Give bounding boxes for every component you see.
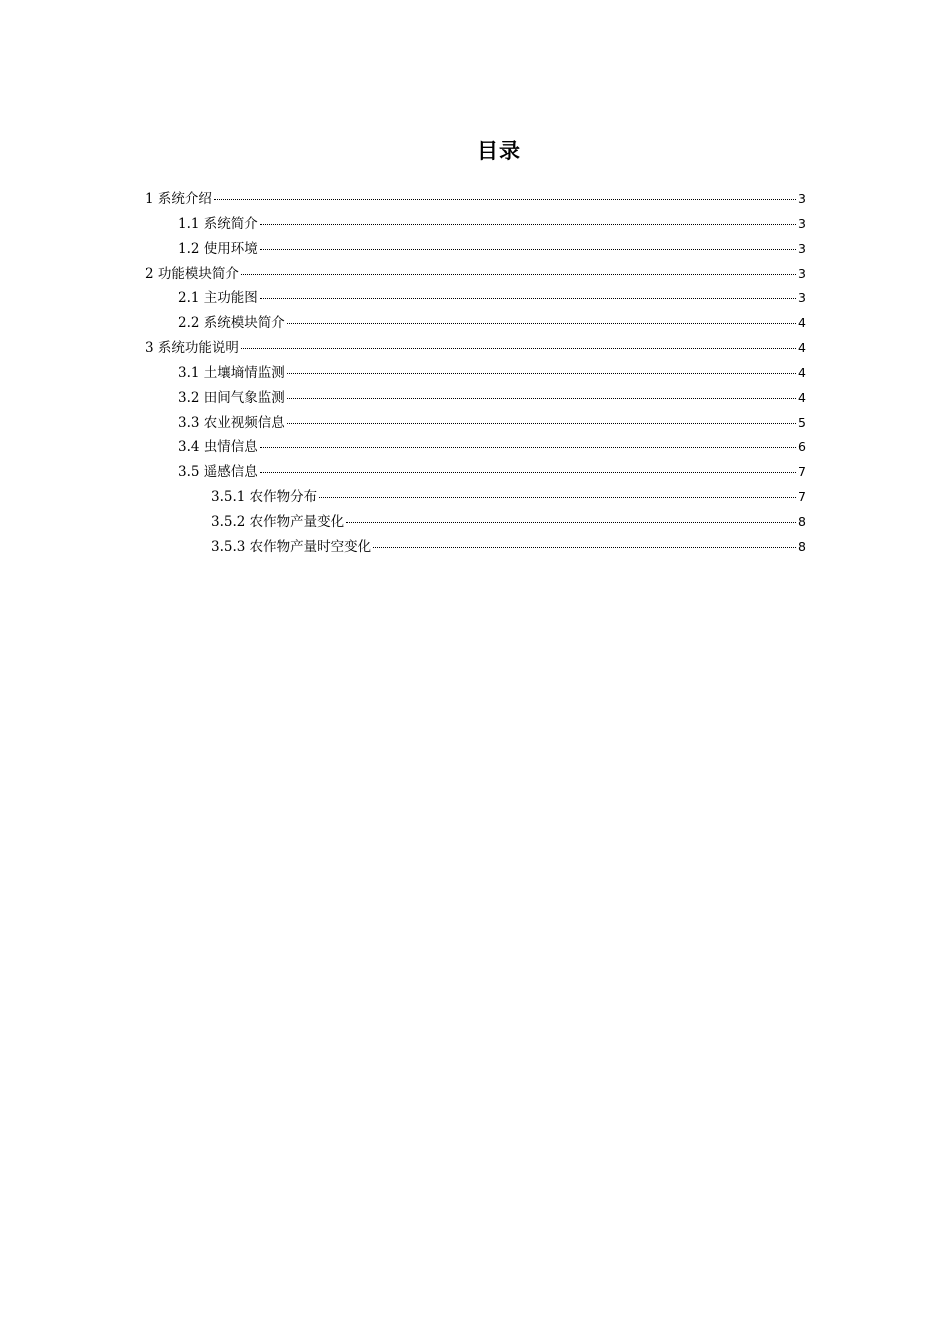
- toc-entry-label: 3.4 虫情信息: [178, 439, 258, 456]
- toc-entry-label: 3.2 田间气象监测: [178, 389, 285, 406]
- toc-entry-page: 7: [798, 464, 806, 480]
- toc-entry-label: 1.1 系统简介: [178, 215, 258, 232]
- toc-dot-leader: [260, 298, 796, 299]
- toc-entry-label: 1.2 使用环境: [178, 240, 258, 257]
- toc-entry-page: 3: [798, 191, 806, 206]
- toc-entry[interactable]: [145, 286, 806, 311]
- toc-dot-leader: [287, 398, 796, 399]
- toc-entry[interactable]: [145, 535, 806, 560]
- toc-entry-label: 3.5.2 农作物产量变化: [211, 513, 345, 530]
- toc-dot-leader: [260, 447, 796, 448]
- toc-entry-page: 3: [798, 215, 806, 231]
- toc-dot-leader: [373, 547, 796, 548]
- toc-entry[interactable]: [145, 237, 806, 262]
- toc-entry-label: 3.1 土壤墒情监测: [178, 364, 285, 381]
- toc-entry-page: 4: [798, 340, 806, 356]
- toc-title: 目录: [477, 139, 521, 163]
- toc-entry[interactable]: [145, 435, 806, 460]
- toc-entry[interactable]: [145, 262, 806, 287]
- toc-entry-page: 7: [798, 489, 806, 505]
- toc-entry-page: 6: [798, 439, 806, 455]
- toc-entry-label: 2.2 系统模块简介: [178, 315, 285, 332]
- toc-entry-label: 3.5.1 农作物分布: [211, 489, 318, 506]
- toc-entry[interactable]: [145, 510, 806, 535]
- toc-entry[interactable]: [145, 311, 806, 336]
- toc-entry-label: 3.5 遥感信息: [178, 464, 258, 481]
- toc-entry-label: 3.3 农业视频信息: [178, 414, 285, 431]
- toc-entry-page: 3: [798, 290, 806, 306]
- toc-entry-label: 3.5.3 农作物产量时空变化: [211, 538, 372, 555]
- toc-list: [145, 187, 806, 560]
- toc-entry[interactable]: [145, 212, 806, 237]
- toc-dot-leader: [346, 522, 796, 523]
- toc-entry[interactable]: [145, 386, 806, 411]
- toc-entry-page: 4: [798, 315, 806, 331]
- toc-entry[interactable]: [145, 485, 806, 510]
- toc-dot-leader: [287, 373, 796, 374]
- toc-dot-leader: [287, 323, 796, 324]
- toc-dot-leader: [287, 423, 796, 424]
- toc-dot-leader: [241, 274, 796, 275]
- toc-entry-label: 2 功能模块简介: [145, 265, 239, 282]
- toc-dot-leader: [260, 249, 796, 250]
- toc-dot-leader: [260, 472, 796, 473]
- toc-entry-page: 3: [798, 265, 806, 281]
- toc-entry-label: 2.1 主功能图: [178, 290, 258, 307]
- toc-entry-page: 5: [798, 414, 806, 430]
- toc-dot-leader: [241, 348, 796, 349]
- toc-entry-label: 3 系统功能说明: [145, 340, 239, 357]
- toc-entry-page: 3: [798, 240, 806, 256]
- toc-entry[interactable]: [145, 411, 806, 436]
- toc-entry[interactable]: [145, 361, 806, 386]
- toc-dot-leader: [260, 224, 796, 225]
- toc-dot-leader: [214, 199, 796, 200]
- toc-entry-page: 8: [798, 513, 806, 529]
- toc-entry[interactable]: [145, 187, 806, 212]
- toc-entry-page: 4: [798, 364, 806, 380]
- toc-dot-leader: [319, 497, 796, 498]
- toc-entry-page: 8: [798, 538, 806, 554]
- toc-entry-page: 4: [798, 389, 806, 405]
- toc-entry-label: 1 系统介绍: [145, 191, 212, 207]
- toc-entry[interactable]: [145, 460, 806, 485]
- toc-entry[interactable]: [145, 336, 806, 361]
